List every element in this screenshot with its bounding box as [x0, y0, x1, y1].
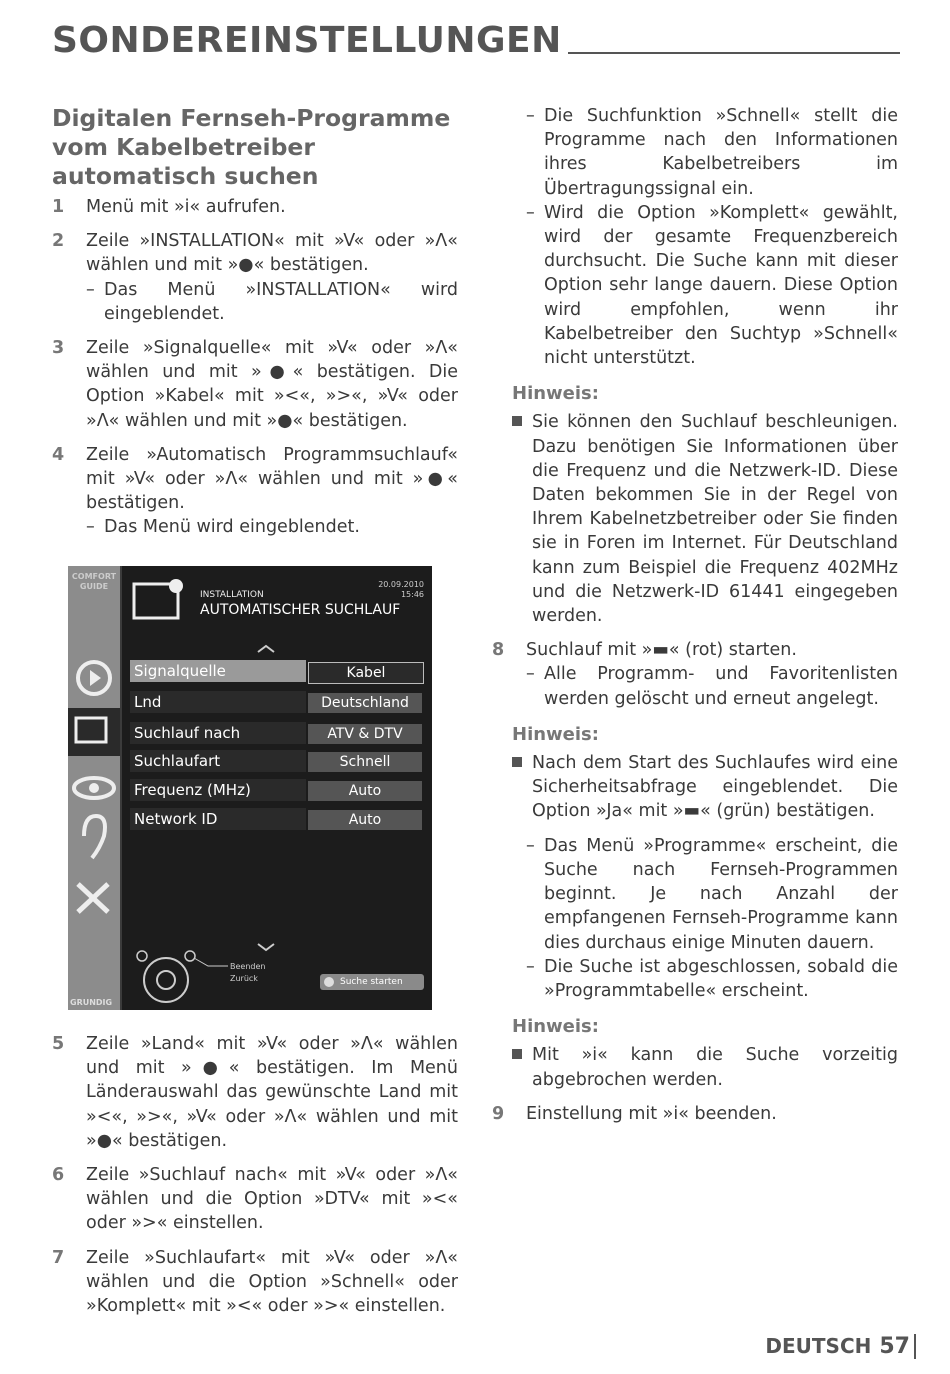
programmtabelle-note: – Die Suche ist abgeschlossen, sobald die »Programmtabelle« erscheint.	[526, 956, 898, 1001]
hinweis-3: Mit »i« kann die Suche vorzeitig abgebrochen werden.	[512, 1043, 898, 1091]
hinweis-1-label: Hinweis:	[512, 383, 599, 405]
brand-logo: GRUNDIG	[70, 998, 113, 1007]
right-column	[492, 104, 898, 1136]
page-footer	[765, 1334, 916, 1359]
tv-sidebar	[68, 566, 120, 1010]
step-9: 9 Einstellung mit »i« beenden.	[492, 1103, 777, 1124]
step-2-sub: – Das Menü »INSTALLATION« wird eingeblendet.	[86, 279, 458, 324]
hinweis-2: Nach dem Start des Suchlaufes wird eine Sicherheitsabfrage eingeblendet. Die Option »Ja« mit »▬« (grün) bestätigen.	[512, 751, 898, 824]
sidebar-icons	[68, 566, 120, 1010]
step-4: 4 Zeile »Automatisch Programmsuchlauf« mit »V« oder »Λ« wählen und mit »●« bestätigen. – Das Menü wird eingeblendet.	[52, 443, 458, 540]
tv-main-panel	[122, 566, 432, 1010]
step-3: 3 Zeile »Signalquelle« mit »V« oder »Λ« wählen und mit »●« bestätigen. Die Option »Kabel« mit »<«, »>«, »V« oder »Λ« wählen und mit »●« bestätigen.	[52, 338, 458, 431]
hinweis-2-label: Hinweis:	[512, 723, 599, 745]
tv-menu-screenshot	[68, 566, 432, 1010]
start-search-button[interactable]: Suche starten	[320, 974, 424, 990]
komplett-note: – Wird die Option »Komplett« gewählt, wird der gesamte Frequenzbereich durchsucht. Die Suche kann mit dieser Option sehr lange dauern. Diese Option wird empfohlen, wenn ihr Kabelbetreiber den Suchtyp »Schnell« nicht unterstützt.	[526, 202, 898, 369]
tv-row-land[interactable]: Lnd Deutschland	[130, 691, 422, 713]
page-number: 57	[879, 1334, 916, 1359]
hinweis-1: Sie können den Suchlauf beschleunigen. Dazu benötigen Sie Informationen über die Frequenz und die Netzwerk-ID. Diese Daten bekommen Sie in der Regel von Ihrem Kabelnetzbetreiber oder Sie finden sie in Foren im Internet. Für Deutschland kann zum Beispiel die Frequenz 402MHz und die Netzwerk-ID 61441 eingegeben werden.	[512, 410, 898, 628]
menu-title: AUTOMATISCHER SUCHLAUF	[200, 602, 401, 618]
footer-language: DEUTSCH	[765, 1334, 872, 1358]
tv-row-suchlauf-nach[interactable]: Suchlauf nach ATV & DTV	[130, 722, 422, 744]
zurueck-label: Zurück	[230, 974, 258, 983]
step-5: 5 Zeile »Land« mit »V« oder »Λ« wählen und mit »●« bestätigen. Im Menü Länderauswahl das gewünschte Land mit »<«, »>«, »V« oder »Λ« wählen und mit »●« bestätigen.	[52, 1034, 458, 1151]
section-title: Digitalen Fernseh-Programme vom Kabelbetreiber automatisch suchen	[52, 104, 451, 190]
left-column-lower	[52, 1032, 458, 1328]
schnell-note: – Die Suchfunktion »Schnell« stellt die Programme nach den Informationen ihres Kabelbetreibers im Übertragungssignal ein.	[526, 106, 898, 199]
programme-note: – Das Menü »Programme« erscheint, die Suche nach Fernseh-Programmen beginnt. Je nach Anzahl der empfangenen Fernseh-Programme kann dies durchaus einige Minuten dauern.	[526, 835, 898, 953]
left-column	[52, 104, 458, 550]
clock: 20.09.2010 15:46	[378, 580, 424, 599]
red-key-icon	[324, 977, 334, 987]
step-8-sub: – Alle Programm- und Favoritenlisten werden gelöscht und erneut angelegt.	[526, 664, 898, 709]
step-1: 1 Menü mit »i« aufrufen.	[52, 197, 286, 217]
tv-row-signalquelle[interactable]: Signalquelle Kabel	[130, 660, 422, 682]
step-2: 2 Zeile »INSTALLATION« mit »V« oder »Λ« wählen und mit »●« bestätigen. – Das Menü »INSTALLATION« wird eingeblendet.	[52, 229, 458, 326]
step-7: 7 Zeile »Suchlaufart« mit »V« oder »Λ« wählen und die Option »Schnell« oder »Komplett« mit »<« oder »>« einstellen.	[52, 1247, 458, 1317]
installation-icon	[132, 576, 192, 626]
hinweis-3-label: Hinweis:	[512, 1016, 599, 1038]
step-6: 6 Zeile »Suchlauf nach« mit »V« oder »Λ« wählen und die Option »DTV« mit »<« oder »>« einstellen.	[52, 1165, 458, 1234]
scroll-up-icon	[256, 644, 276, 654]
remote-nav-icon	[128, 946, 228, 1006]
page-title: SONDEREINSTELLUNGEN	[52, 20, 568, 61]
scroll-down-icon	[256, 942, 276, 952]
step-4-sub: – Das Menü wird eingeblendet.	[86, 517, 360, 538]
step-8: 8 Suchlauf mit »▬« (rot) starten. – Alle Programm- und Favoritenlisten werden gelöscht und erneut angelegt.	[492, 638, 898, 711]
beenden-label: Beenden	[230, 962, 266, 971]
tv-row-suchlaufart[interactable]: Suchlaufart Schnell	[130, 750, 422, 772]
tv-row-frequenz[interactable]: Frequenz (MHz) Auto	[130, 779, 422, 801]
page-header	[52, 20, 900, 70]
menu-name: INSTALLATION	[200, 590, 264, 600]
comfort-guide-label: COMFORT GUIDE	[71, 572, 117, 591]
tv-row-network-id[interactable]: Network ID Auto	[130, 808, 422, 830]
